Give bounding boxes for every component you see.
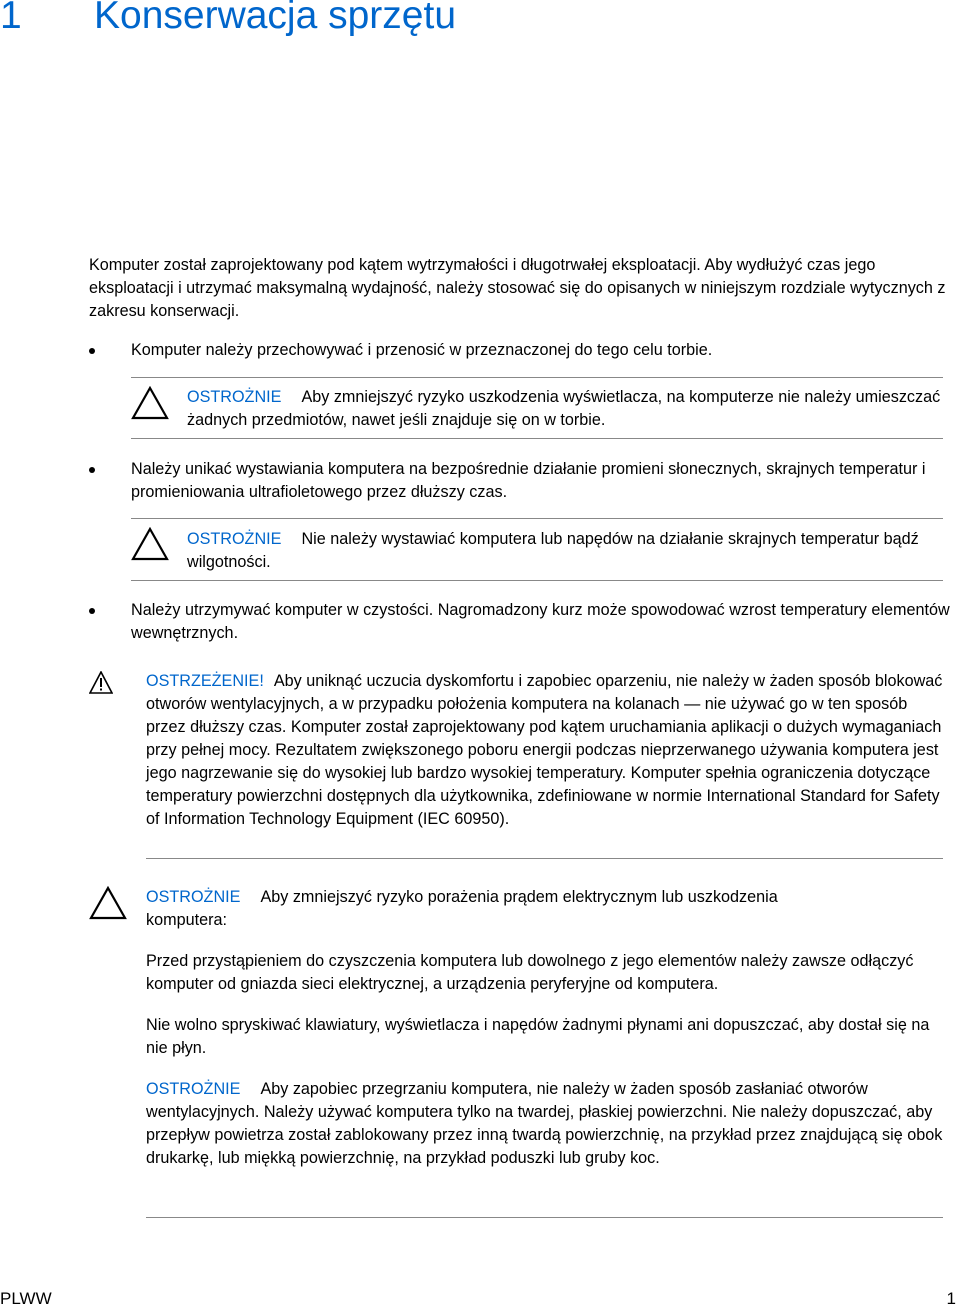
bullet-icon [89, 608, 95, 614]
warning-text [146, 670, 946, 831]
caution-body: Nie należy wystawiać komputera lub napędów na działanie skrajnych temperatur bądź wilgotności. [187, 530, 919, 571]
intro-paragraph: Komputer został zaprojektowany pod kątem wytrzymałości i długotrwałej eksploatacji. Aby wydłużyć czas jego eksploatacji i utrzymać maksymalną wydajność, należy stosować się do opisanych w niniejszym rozdziale wytycznych z zakresu konserwacji. [89, 256, 946, 320]
caution-paragraph: Przed przystąpieniem do czyszczenia komputera lub dowolnego z jego elementów należy zawsze odłączyć komputer od gniazda sieci elektrycznej, a urządzenia peryferyjne od komputera. [146, 952, 914, 993]
divider [146, 858, 943, 859]
list-item-text: Należy unikać wystawiania komputera na bezpośrednie działanie promieni słonecznych, skrajnych temperatur i promieniowania ultrafioletowego przez dłuższy czas. [131, 460, 926, 501]
footer-left: PLWW [0, 1289, 52, 1308]
bullet-icon [89, 348, 95, 354]
caution-text [187, 528, 943, 574]
caution-triangle-icon [131, 527, 169, 561]
page-number: 1 [946, 1289, 956, 1308]
caution-triangle-icon [89, 886, 127, 920]
caution-label: OSTROŻNIE [187, 530, 282, 548]
caution-body: Aby zmniejszyć ryzyko uszkodzenia wyświetlacza, na komputerze nie należy umieszczać żadnych przedmiotów, nawet jeśli znajduje się on w torbie. [187, 388, 941, 429]
caution-paragraph [146, 1078, 946, 1170]
bullet-icon [89, 467, 95, 473]
caution-note [131, 518, 943, 581]
caution-heading [146, 886, 946, 932]
caution-triangle-icon [131, 386, 169, 420]
warning-triangle-icon [89, 671, 113, 695]
list-item-text: Komputer należy przechowywać i przenosić w przeznaczonej do tego celu torbie. [131, 341, 713, 359]
chapter-number: 1 [0, 0, 22, 37]
warning-note [89, 669, 943, 859]
caution-heading-text: Aby zmniejszyć ryzyko porażenia prądem elektrycznym lub uszkodzenia [260, 888, 778, 906]
caution-label: OSTROŻNIE [187, 388, 282, 406]
caution-paragraph-text: Aby zapobiec przegrzaniu komputera, nie należy w żaden sposób zasłaniać otworów wentylacyjnych. Należy używać komputera tylko na twardej, płaskiej powierzchni. Nie należy dopuszczać, aby przepływ powietrza został zablokowany przez inną twardą powierzchnię, na przykład przez znajdującą się obok drukarkę, lub miękką powierzchnię, na przykład poduszki lub gruby koc. [146, 1080, 943, 1167]
caution-label: OSTROŻNIE [146, 888, 241, 906]
caution-label: OSTROŻNIE [146, 1080, 241, 1098]
caution-content [146, 886, 946, 1170]
caution-heading-cont: komputera: [146, 911, 227, 929]
divider [146, 1217, 943, 1218]
warning-label: OSTRZEŻENIE! [146, 672, 264, 690]
caution-block [89, 880, 949, 1220]
chapter-title-text: Konserwacja sprzętu [94, 0, 457, 37]
warning-body: Aby uniknąć uczucia dyskomfortu i zapobiec oparzeniu, nie należy w żaden sposób blokować otworów wentylacyjnych, a w przypadku położenia komputera na kolanach — nie używać go w ten sposób przez dłuższy czas. Komputer został zaprojektowany pod kątem uruchamiania aplikacji o dużych wymaganiach przy pełnej mocy. Rezultatem zwiększonego poboru energii podczas nieprzerwanego używania komputera jest jego nagrzewanie się do wysokiej lub bardzo wysokiej temperatury. Komputer spełnia ograniczenia dotyczące temperatury powierzchni dostępnych dla użytkownika, zdefiniowane w normie International Standard for Safety of Information Technology Equipment (IEC 60950). [146, 672, 943, 828]
caution-paragraph: Nie wolno spryskiwać klawiatury, wyświetlacza i napędów żadnymi płynami ani dopuszczać, aby dostał się na nie płyn. [146, 1016, 930, 1057]
chapter-title [0, 0, 456, 38]
caution-note [131, 377, 943, 439]
list-item-text: Należy utrzymywać komputer w czystości. Nagromadzony kurz może spowodować wzrost temperatury elementów wewnętrznych. [131, 601, 950, 642]
caution-text [187, 386, 943, 432]
